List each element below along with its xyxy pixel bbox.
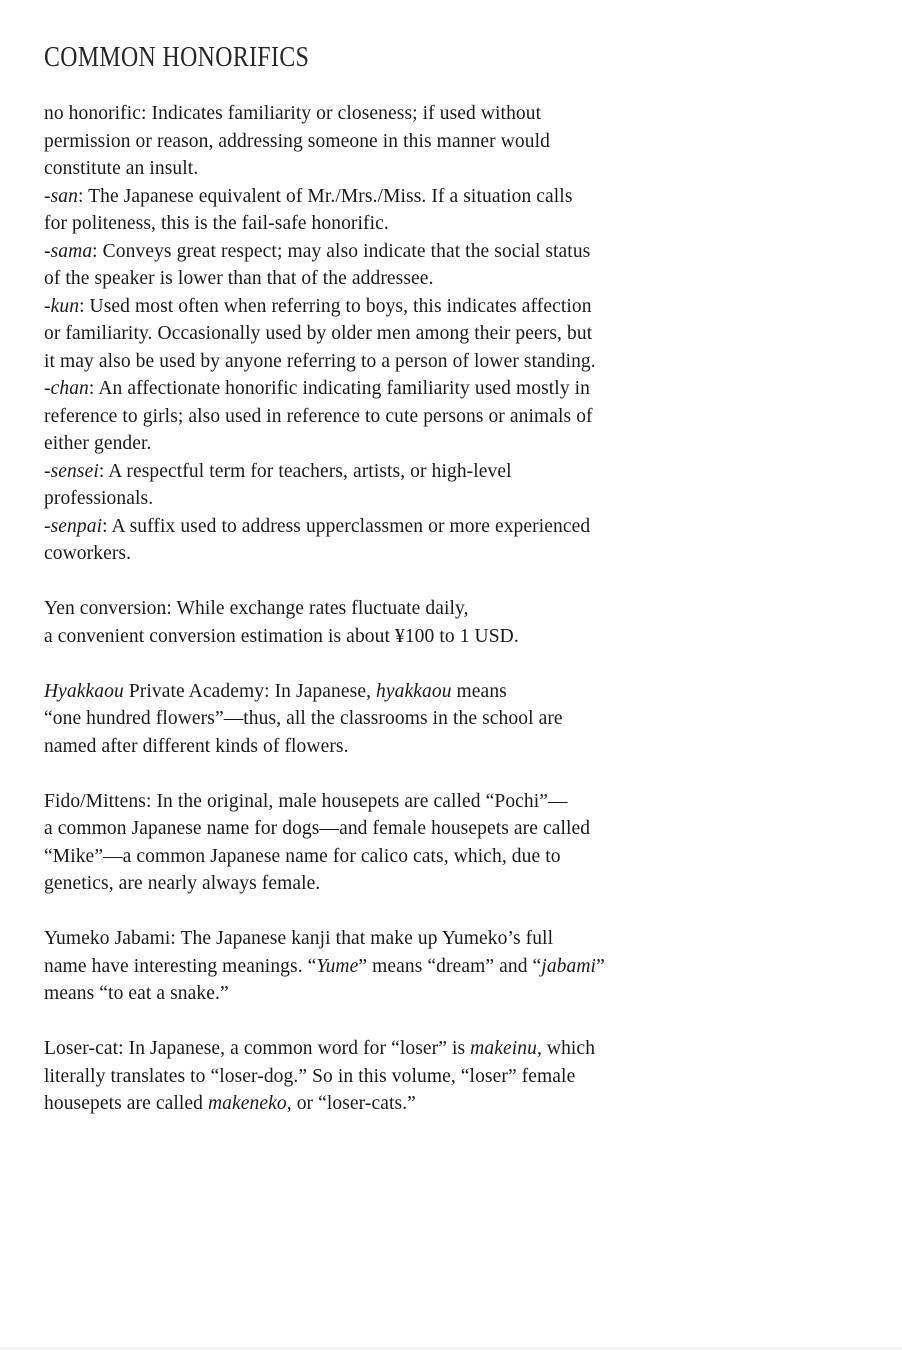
text-line: -san: The Japanese equivalent of Mr./Mrs./Miss. If a situation calls xyxy=(44,185,573,207)
text-line: it may also be used by anyone referring to a person of lower standing. xyxy=(44,350,596,372)
text-line: Fido/Mittens: In the original, male housepets are called “Pochi”— xyxy=(44,790,568,812)
text-line: -kun: Used most often when referring to boys, this indicates affection xyxy=(44,295,592,317)
text-line: means “to eat a snake.” xyxy=(44,983,229,1004)
text-line: coworkers. xyxy=(44,543,132,564)
text-line: of the speaker is lower than that of the addressee. xyxy=(44,268,434,289)
text-line: Hyakkaou Private Academy: In Japanese, hyakkaou means xyxy=(44,680,507,702)
text-line: named after different kinds of flowers. xyxy=(44,735,349,757)
paragraph-yumeko-jabami xyxy=(44,925,724,1008)
text-line: a common Japanese name for dogs—and female housepets are called xyxy=(44,818,591,839)
page-title: COMMON HONORIFICS xyxy=(44,41,310,73)
text-line: a convenient conversion estimation is about ¥100 to 1 USD. xyxy=(44,625,519,647)
text-line: for politeness, this is the fail-safe honorific. xyxy=(44,213,389,234)
paragraph-loser-cat xyxy=(44,1035,724,1118)
text-line: “Mike”—a common Japanese name for calico cats, which, due to xyxy=(44,845,561,867)
text-line: permission or reason, addressing someone in this manner would xyxy=(44,130,550,152)
text-line: name have interesting meanings. “Yume” means “dream” and “jabami” xyxy=(44,955,605,977)
text-line: Yen conversion: While exchange rates fluctuate daily, xyxy=(44,598,469,619)
paragraph-yen-conversion xyxy=(44,595,724,650)
text-line: -chan: An affectionate honorific indicating familiarity used mostly in xyxy=(44,378,591,399)
text-line: or familiarity. Occasionally used by older men among their peers, but xyxy=(44,323,593,344)
text-line: professionals. xyxy=(44,488,154,509)
paragraph-honorifics-list xyxy=(44,100,724,568)
text-line: -sama: Conveys great respect; may also indicate that the social status xyxy=(44,240,591,262)
text-line: Yumeko Jabami: The Japanese kanji that make up Yumeko’s full xyxy=(44,928,554,949)
text-line: -senpai: A suffix used to address upperclassmen or more experienced xyxy=(44,515,591,537)
paragraph-fido-mittens xyxy=(44,788,724,898)
text-line: “one hundred flowers”—thus, all the classrooms in the school are xyxy=(44,708,563,729)
text-line: constitute an insult. xyxy=(44,158,199,179)
text-line: genetics, are nearly always female. xyxy=(44,873,321,894)
translation-notes-page xyxy=(44,40,724,1118)
text-line: either gender. xyxy=(44,433,152,454)
text-line: literally translates to “loser-dog.” So in this volume, “loser” female xyxy=(44,1065,576,1087)
text-line: reference to girls; also used in reference to cute persons or animals of xyxy=(44,405,593,427)
text-line: Loser-cat: In Japanese, a common word for “loser” is makeinu, which xyxy=(44,1038,596,1059)
notes-body xyxy=(44,100,724,1118)
text-line: housepets are called makeneko, or “loser-cats.” xyxy=(44,1093,416,1114)
text-line: -sensei: A respectful term for teachers, artists, or high-level xyxy=(44,460,512,482)
text-line: no honorific: Indicates familiarity or closeness; if used without xyxy=(44,103,542,124)
paragraph-hyakkaou-private-academy xyxy=(44,678,724,761)
